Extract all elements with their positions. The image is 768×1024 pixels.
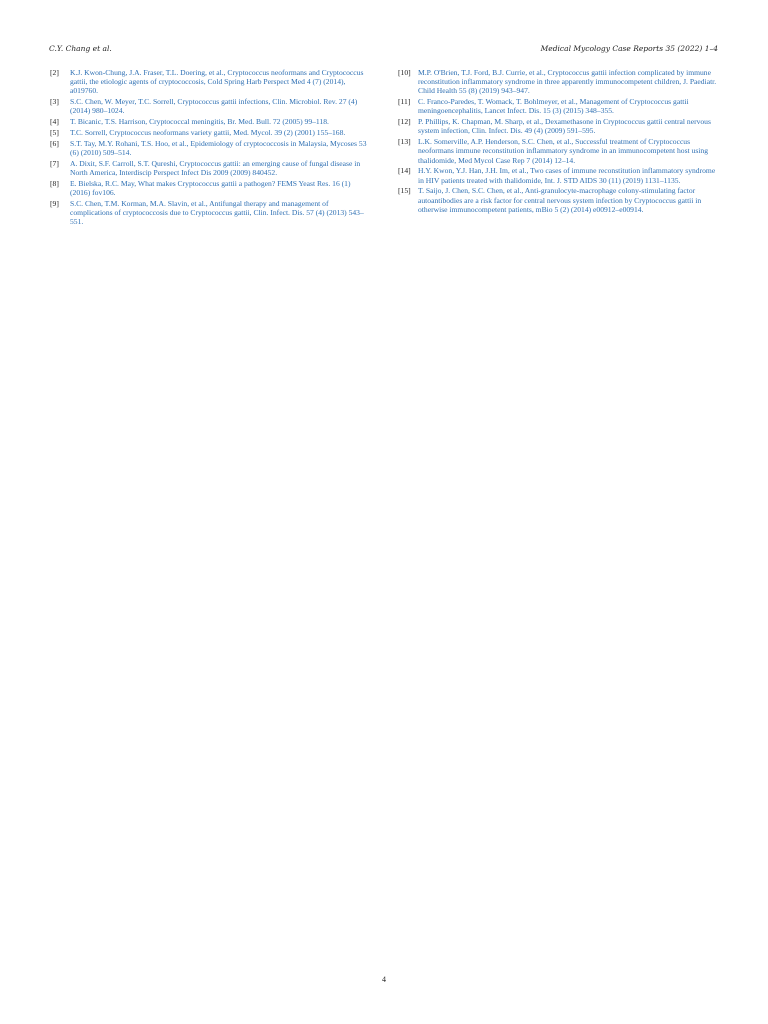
reference-number: [14]: [398, 166, 411, 176]
reference-item: [398, 137, 718, 165]
reference-link[interactable]: T.C. Sorrell, Cryptococcus neoformans variety gattii, Med. Mycol. 39 (2) (2001) 155–168.: [70, 128, 346, 137]
reference-link[interactable]: S.C. Chen, W. Meyer, T.C. Sorrell, Cryptococcus gattii infections, Clin. Microbiol. Rev. 27 (4) (2014) 980–1024.: [70, 97, 358, 116]
reference-item: [50, 68, 368, 96]
reference-item: [398, 117, 718, 135]
reference-number: [7]: [50, 158, 59, 168]
reference-item: [50, 139, 368, 157]
reference-number: [9]: [50, 198, 59, 208]
reference-number: [8]: [50, 178, 59, 188]
reference-number: [13]: [398, 137, 411, 147]
reference-link[interactable]: S.T. Tay, M.Y. Rohani, T.S. Hoo, et al., Epidemiology of cryptococcosis in Malaysia, Mycoses 53 (6) (2010) 509–514.: [70, 138, 367, 157]
reference-link[interactable]: P. Phillips, K. Chapman, M. Sharp, et al., Dexamethasone in Cryptococcus gattii central nervous system infection, Clin. Infect. Dis. 49 (4) (2009) 591–595.: [418, 117, 711, 136]
reference-number: [12]: [398, 117, 411, 127]
reference-link[interactable]: E. Bielska, R.C. May, What makes Cryptococcus gattii a pathogen? FEMS Yeast Res. 16 (1) (2016) fov106.: [70, 178, 351, 197]
running-header-authors: C.Y. Chang et al.: [49, 44, 112, 53]
references-column-right: [398, 68, 718, 216]
reference-number: [2]: [50, 68, 59, 77]
reference-number: [6]: [50, 138, 59, 148]
running-header-journal: Medical Mycology Case Reports 35 (2022) 1–4: [540, 44, 718, 53]
reference-link[interactable]: M.P. O'Brien, T.J. Ford, B.J. Currie, et al., Cryptococcus gattii infection complicated by immune reconstitution inflammatory syndrome in three apparently immunocompetent children, J. Paediatr. Child Health 55 (8) (2019) 943–947.: [418, 68, 717, 96]
reference-link[interactable]: K.J. Kwon-Chung, J.A. Fraser, T.L. Doering, et al., Cryptococcus neoformans and Cryptococcus gattii, the etiologic agents of cryptococcosis, Cold Spring Harb Perspect Med 4 (7) (2014), a019760.: [70, 68, 364, 96]
reference-link[interactable]: T. Saijo, J. Chen, S.C. Chen, et al., Anti-granulocyte-macrophage colony-stimulating factor autoantibodies are a risk factor for central nervous system infection by Cryptococcus gattii in otherwise immunocompetent patients, mBio 5 (2) (2014) e00912–e00914.: [418, 186, 702, 214]
reference-item: [50, 199, 368, 227]
page-number: 4: [382, 975, 386, 984]
reference-link[interactable]: H.Y. Kwon, Y.J. Han, J.H. Im, et al., Two cases of immune reconstitution inflammatory syndrome in HIV patients treated with thalidomide, Int. J. STD AIDS 30 (11) (2019) 1131–1135.: [418, 166, 716, 185]
reference-link[interactable]: C. Franco-Paredes, T. Womack, T. Bohlmeyer, et al., Management of Cryptococcus gattii meningoencephalitis, Lancet Infect. Dis. 15 (3) (2015) 348–355.: [418, 97, 689, 116]
reference-item: [50, 117, 368, 126]
reference-item: [50, 97, 368, 115]
reference-item: [50, 179, 368, 197]
reference-number: [15]: [398, 186, 411, 196]
reference-number: [11]: [398, 97, 411, 107]
reference-link[interactable]: T. Bicanic, T.S. Harrison, Cryptococcal meningitis, Br. Med. Bull. 72 (2005) 99–118.: [70, 117, 329, 127]
reference-number: [10]: [398, 68, 411, 77]
reference-number: [4]: [50, 117, 59, 127]
reference-item: [398, 68, 718, 96]
reference-item: [50, 128, 368, 137]
reference-item: [398, 166, 718, 184]
reference-link[interactable]: L.K. Somerville, A.P. Henderson, S.C. Chen, et al., Successful treatment of Cryptococcus neoformans immune reconstitution inflammatory syndrome in an immunocompetent host using thalidomide, Med Mycol Case Rep 7 (2014) 12–14.: [418, 137, 708, 165]
reference-number: [5]: [50, 128, 59, 137]
reference-link[interactable]: S.C. Chen, T.M. Korman, M.A. Slavin, et al., Antifungal therapy and management of complications of cryptococcosis due to Cryptococcus gattii, Clin. Infect. Dis. 57 (4) (2013) 543–551.: [70, 198, 364, 227]
reference-link[interactable]: A. Dixit, S.F. Carroll, S.T. Qureshi, Cryptococcus gattii: an emerging cause of fungal disease in North America, Interdiscip Perspect Infect Dis 2009 (2009) 840452.: [70, 158, 361, 177]
references-column-left: [50, 68, 368, 228]
reference-item: [398, 97, 718, 115]
reference-item: [50, 159, 368, 177]
reference-number: [3]: [50, 97, 59, 107]
reference-item: [398, 186, 718, 214]
